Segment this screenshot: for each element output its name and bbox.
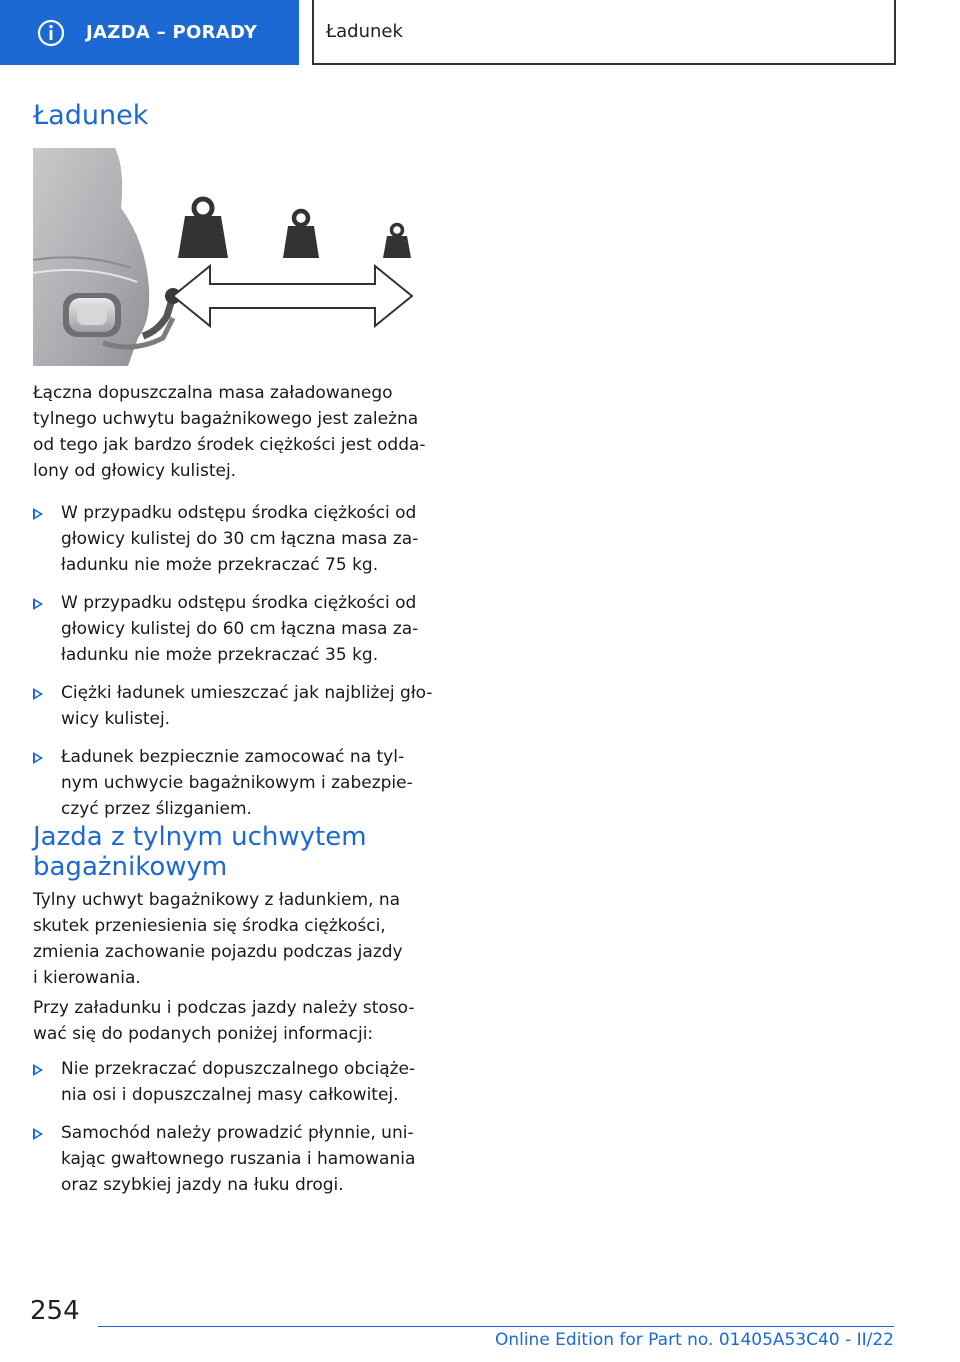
text-line: W przypadku odstępu środka ciężkości od: [61, 503, 417, 523]
text-line: oraz szybkiej jazdy na łuku drogi.: [61, 1175, 344, 1195]
intro-paragraph: [33, 380, 453, 484]
text-line: Przy załadunku i podczas jazdy należy stoso-: [33, 998, 415, 1018]
text-line: czyć przez ślizganiem.: [61, 799, 252, 819]
text-line: nym uchwycie bagażnikowym i zabezpie-: [61, 773, 413, 793]
footer-edition-text: Online Edition for Part no. 01405A53C40 - II/22: [494, 1330, 894, 1350]
driving-paragraph-2: [33, 995, 453, 1047]
text-line: lony od głowicy kulistej.: [33, 461, 237, 481]
info-circle-icon: [36, 18, 66, 48]
text-line: Samochód należy prowadzić płynnie, uni-: [61, 1123, 414, 1143]
footer-divider: [98, 1326, 894, 1327]
text-line: tylnego uchwytu bagażnikowego jest zależna: [33, 409, 419, 429]
text-line: W przypadku odstępu środka ciężkości od: [61, 593, 417, 613]
driving-rules-list: [33, 1056, 453, 1210]
triangle-bullet-icon: [33, 752, 43, 764]
list-item: [33, 1120, 453, 1198]
triangle-bullet-icon: [33, 688, 43, 700]
triangle-bullet-icon: [33, 1128, 43, 1140]
towbar-load-illustration: [33, 148, 423, 366]
header-section-label: JAZDA – PORADY: [86, 22, 258, 43]
title-line: Jazda z tylnym uchwytem: [33, 822, 367, 852]
text-line: Ciężki ładunek umieszczać jak najbliżej gło-: [61, 683, 433, 703]
list-item: [33, 500, 453, 578]
triangle-bullet-icon: [33, 508, 43, 520]
text-line: wać się do podanych poniżej informacji:: [33, 1024, 374, 1044]
list-item: [33, 590, 453, 668]
text-line: ładunku nie może przekraczać 35 kg.: [61, 645, 379, 665]
driving-paragraph-1: [33, 887, 453, 991]
triangle-bullet-icon: [33, 598, 43, 610]
section-title-driving-with-rack: [33, 822, 453, 882]
text-line: głowicy kulistej do 60 cm łączna masa za-: [61, 619, 419, 639]
text-line: ładunku nie może przekraczać 75 kg.: [61, 555, 379, 575]
text-line: nia osi i dopuszczalnej masy całkowitej.: [61, 1085, 399, 1105]
text-line: od tego jak bardzo środek ciężkości jest odda-: [33, 435, 426, 455]
section-title-ladunek: Ładunek: [33, 100, 149, 131]
title-line: bagażnikowym: [33, 852, 228, 882]
text-line: głowicy kulistej do 30 cm łączna masa za-: [61, 529, 419, 549]
text-line: skutek przeniesienia się środka ciężkości,: [33, 916, 386, 936]
text-line: Tylny uchwyt bagażnikowy z ładunkiem, na: [33, 890, 401, 910]
header-chapter-tab[interactable]: [312, 0, 896, 65]
text-line: wicy kulistej.: [61, 709, 171, 729]
page-number: 254: [30, 1296, 80, 1326]
text-line: kając gwałtownego ruszania i hamowania: [61, 1149, 416, 1169]
text-line: Ładunek bezpiecznie zamocować na tyl-: [61, 747, 405, 767]
list-item: [33, 680, 453, 732]
text-line: i kierowania.: [33, 968, 141, 988]
header-section-tab[interactable]: [0, 0, 299, 65]
list-item: [33, 744, 453, 822]
load-rules-list: [33, 500, 453, 834]
triangle-bullet-icon: [33, 1064, 43, 1076]
text-line: zmienia zachowanie pojazdu podczas jazdy: [33, 942, 403, 962]
header-chapter-label: Ładunek: [326, 21, 403, 42]
text-line: Łączna dopuszczalna masa załadowanego: [33, 383, 393, 403]
text-line: Nie przekraczać dopuszczalnego obciąże-: [61, 1059, 416, 1079]
list-item: [33, 1056, 453, 1108]
